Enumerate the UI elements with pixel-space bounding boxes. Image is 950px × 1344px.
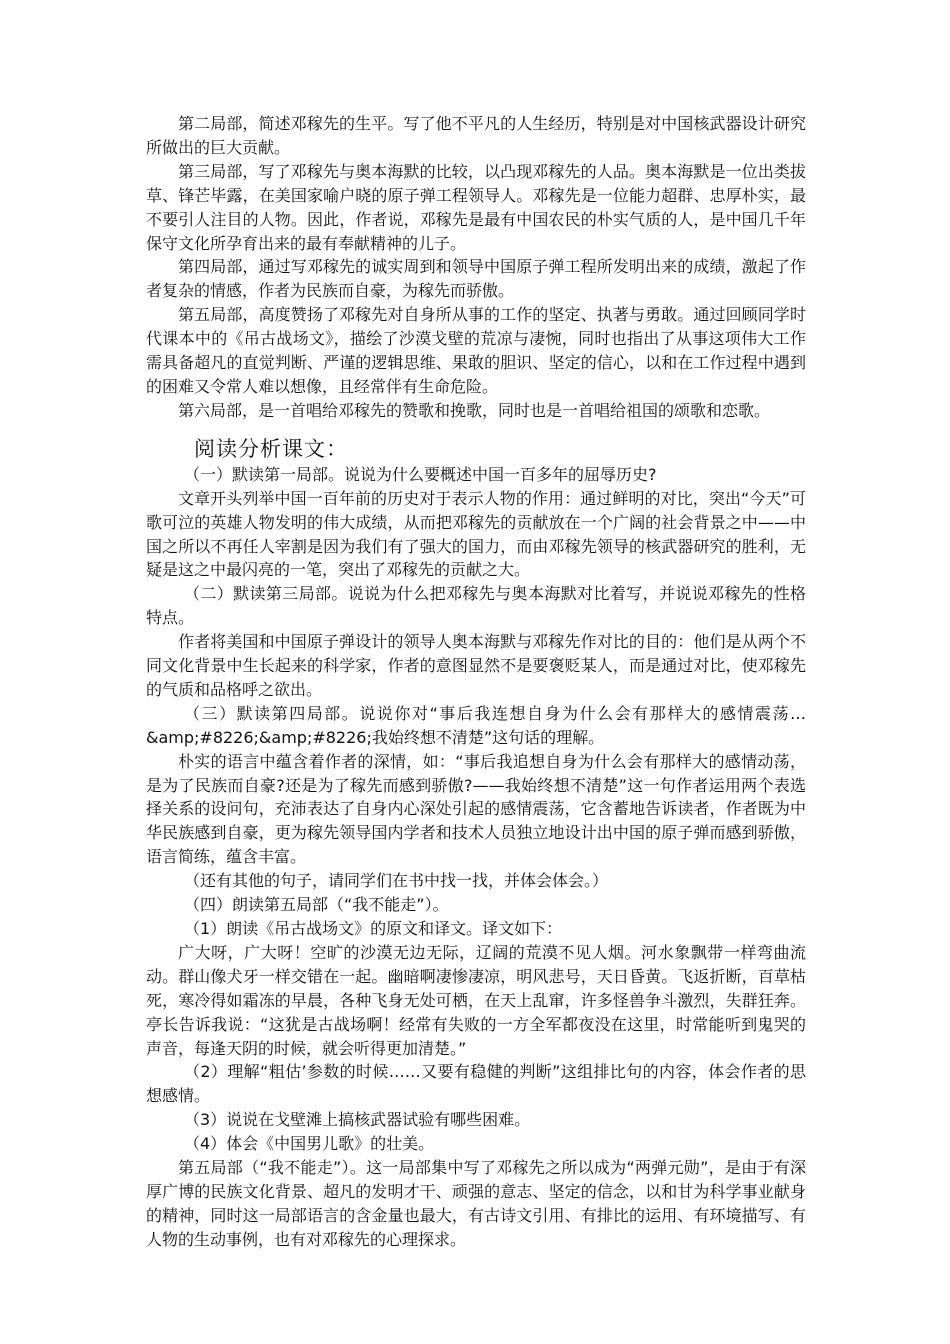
note-find-sentences: （还有其他的句子，请同学们在书中找一找，并体会体会。）	[184, 871, 609, 891]
paragraph-part4-summary: 第四局部，通过写邓稼先的诚实周到和领导中国原子弹工程所发明出来的成绩，激起了作者复杂的情感，作者为民族而自豪，为稼先而骄傲。	[146, 257, 806, 301]
question-1: （一）默读第一局部。说说为什么要概述中国一百多年的屈辱历史?	[184, 464, 657, 484]
answer-1: 文章开头列举中国一百年前的历史对于表示人物的作用：通过鲜明的对比，突出“今天”可歌可泣的英雄人物发明的伟大成绩，从而把邓稼先的贡献放在一个广阔的社会背景之中——中国之所以不再任人宰割是因为我们有了强大的国力，而由邓稼先领导的核武器研究的胜利，无疑是这之中最闪亮的一笔，突出了邓稼先的贡献之大。	[146, 488, 806, 580]
paragraph-part5-summary: 第五局部，高度赞扬了邓稼先对自身所从事的工作的坚定、执著与勇敢。通过回顾同学时代课本中的《吊古战场文》，描绘了沙漠戈壁的荒凉与凄惋，同时也指出了从事这项伟大工作需具备超凡的直觉判断、严谨的逻辑思维、果敢的胆识、坚定的信心，以和在工作过程中遇到的困难又令常人难以想像，且经常伴有生命危险。	[146, 305, 806, 396]
task-4-1: （1）朗读《吊古战场文》的原文和译文。译文如下：	[184, 919, 563, 938]
answer-2: 作者将美国和中国原子弹设计的领导人奥本海默与邓稼先作对比的目的：他们是从两个不同文化背景中生长起来的科学家，作者的意图显然不是要褒贬某人，而是通过对比，使邓稼先的气质和品格呼之欲出。	[146, 632, 806, 699]
question-3: （三）默读第四局部。说说你对“事后我连想自身为什么会有那样大的感情震荡…&amp;#8226;&amp;#8226;我始终想不清楚”这句话的理解。	[146, 703, 806, 747]
section-heading: 阅读分析课文：	[194, 436, 348, 461]
document-page	[146, 112, 806, 1252]
paragraph-part6-summary: 第六局部，是一首唱给邓稼先的赞歌和挽歌，同时也是一首唱给祖国的颂歌和恋歌。	[178, 400, 771, 420]
task-4-2: （2）理解“粗估’参数的时候……又要有稳健的判断”这组排比句的内容，体会作者的思想感情。	[146, 1062, 806, 1106]
question-2: （二）默读第三局部。说说为什么把邓稼先与奥本海默对比着写，并说说邓稼先的性格特点。	[146, 584, 806, 628]
paragraph-part2-summary: 第二局部，简述邓稼先的生平。写了他不平凡的人生经历，特别是对中国核武器设计研究所做出的巨大贡献。	[146, 114, 806, 157]
translation-text: 广大呀，广大呀！空旷的沙漠无边无际，辽阔的荒漠不见人烟。河水象飘带一样弯曲流动。群山像犬牙一样交错在一起。幽暗啊凄惨凄凉，明风悲号，天日昏黄。飞返折断，百草枯死，寒冷得如霜冻的早晨，各种飞身无处可栖，在天上乱窜，许多怪兽争斗激烈，失群狂奔。亭长告诉我说：“这犹是古战场啊！经常有失败的一方全军都夜没在这里，时常能听到鬼哭的声音，每逢天阴的时候，就会听得更加清楚。”	[146, 942, 806, 1058]
task-4-4: （4）体会《中国男儿歌》的壮美。	[184, 1134, 435, 1154]
answer-3: 朴实的语言中蕴含着作者的深情，如：“事后我追想自身为什么会有那样大的感情动荡，是为了民族而自豪?还是为了稼先而感到骄傲?——我始终想不清楚”这一句作者运用两个表选择关系的设问句，充沛表达了自身内心深处引起的感情震荡，它含蓄地告诉读者，作者既为中华民族感到自豪，更为稼先领导国内学者和技术人员独立地设计出中国的原子弹而感到骄傲，语言简练，蕴含丰富。	[146, 751, 806, 867]
task-4-3: （3）说说在戈壁滩上搞核武器试验有哪些困难。	[184, 1110, 531, 1130]
question-4: （四）朗读第五局部（“我不能走”）。	[184, 895, 449, 915]
paragraph-part3-summary: 第三局部，写了邓稼先与奥本海默的比较，以凸现邓稼先的人品。奥本海默是一位出类拔草、锋芒毕露，在美国家喻户晓的原子弹工程领导人。邓稼先是一位能力超群、忠厚朴实，最不要引人注目的人物。因此，作者说，邓稼先是最有中国农民的朴实气质的人，是中国几千年保守文化所孕育出来的最有奉献精神的儿子。	[146, 161, 806, 253]
part5-analysis: 第五局部（“我不能走”）。这一局部集中写了邓稼先之所以成为“两弹元勋”，是由于有深厚广博的民族文化背景、超凡的发明才干、顽强的意志、坚定的信念，以和甘为科学事业献身的精神，同时这一局部语言的含金量也最大，有古诗文引用、有排比的运用、有环境描写、有人物的生动事例，也有对邓稼先的心理探求。	[146, 1158, 806, 1249]
